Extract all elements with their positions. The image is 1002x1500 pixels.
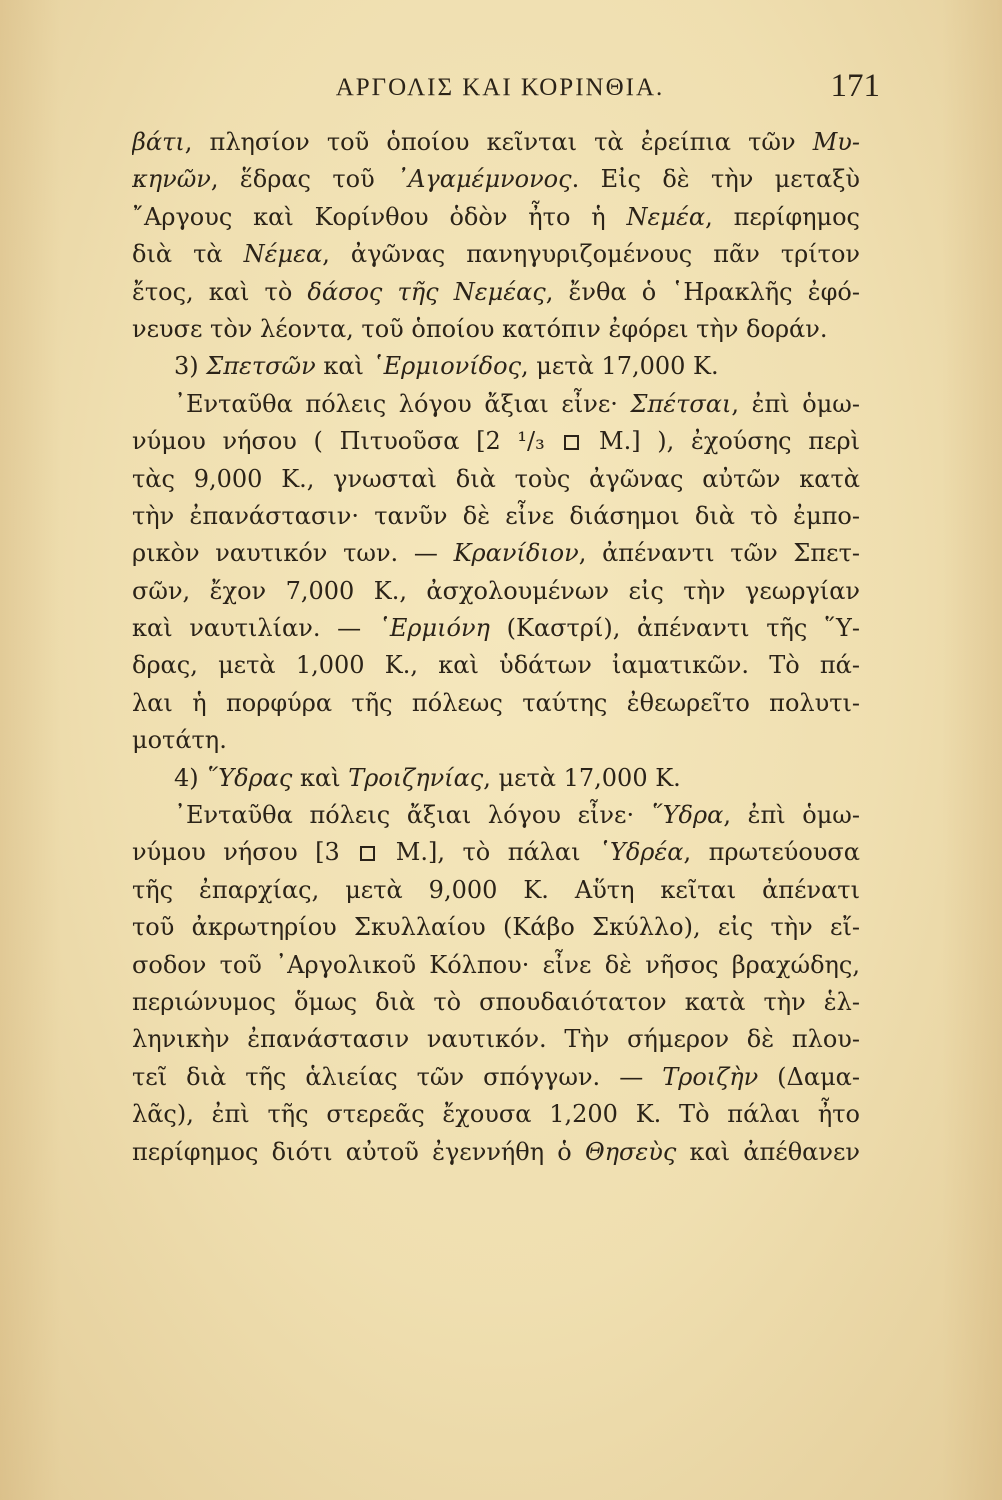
body-text [132,124,860,1171]
section-heading [132,760,860,797]
text-segment: τοῦ ἀκρωτηρίου Σκυλλαίου (Κάβο Σκύλλο), εἰς τὴν εἴ- [132,913,860,942]
text-segment: νευσε τὸν λέοντα, τοῦ ὁποίου κατόπιν ἐφόρει τὴν δοράν. [132,314,828,343]
text-segment: , μετὰ 17,000 Κ. [483,763,681,792]
text-segment: τεῖ διὰ τῆς ἁλιείας τῶν σπόγγων. — [132,1062,663,1091]
text-segment: μοτάτη. [132,726,227,755]
italic-term: ῞Υδρα [650,801,724,830]
text-line [132,722,860,759]
text-segment: καὶ [292,763,349,792]
text-segment: λαι ἡ πορφύρα τῆς πόλεως ταύτης ἐθεωρεῖτο πολυτι- [132,688,860,717]
text-line [132,1021,860,1058]
text-segment: ᾿Ενταῦθα πόλεις ἄξιαι λόγου εἶνε· [174,801,651,830]
page-header [120,68,880,112]
text-segment: νύμου νήσου ( Πιτυοῦσα [2 ¹/₃ [132,427,562,456]
text-segment: (Δαμα- [758,1062,860,1091]
italic-term: Νέμεα [243,240,323,269]
italic-term: Κρανίδιον [453,539,579,568]
text-line [132,573,860,610]
text-line [132,1134,860,1171]
italic-term: δάσος τῆς Νεμέας [307,277,546,306]
italic-term: βάτι [132,128,185,156]
italic-term: ῾Ερμιόνη [377,614,490,643]
text-segment: 4) [174,763,207,792]
running-head: ΑΡΓΟΛΙΣ ΚΑΙ ΚΟΡΙΝΘΙΑ. [335,74,665,101]
text-segment: τῆς ἐπαρχίας, μετὰ 9,000 Κ. Αὕτη κεῖται ἀπένατι [132,875,860,904]
text-segment: , περίφημος [705,202,860,231]
text-segment: , ἕδρας τοῦ [210,165,397,194]
text-segment: διὰ τὰ [132,240,244,269]
text-segment: περίφημος διότι αὐτοῦ ἐγεννήθη ὁ [132,1137,585,1166]
text-segment: νύμου νήσου [3 [132,838,358,867]
text-line [132,535,860,572]
text-line [132,161,860,198]
italic-term: Τροιζηνίας [348,763,484,792]
text-segment: ρικὸν ναυτικόν των. — [132,539,454,568]
italic-term: Τροιζὴν [662,1062,759,1091]
square-mile-symbol-icon [360,846,375,861]
text-line [132,610,860,647]
text-line [132,498,860,535]
text-segment: , ἐπὶ ὁμω- [731,389,860,418]
text-segment: σοδον τοῦ ᾿Αργολικοῦ Κόλπου· εἶνε δὲ νῆσος βραχώδης, [132,950,860,979]
text-segment: , ἀπέναντι τῶν Σπετ- [578,539,860,568]
italic-term: Σπέτσαι [630,389,732,418]
text-segment: καὶ [315,352,372,381]
italic-term: Σπετσῶν [206,352,316,381]
italic-term: Μυ- [812,128,860,156]
text-line [132,236,860,273]
text-line [132,984,860,1021]
text-segment: , ἀγῶνας πανηγυριζομένους πᾶν τρίτον [322,240,860,269]
text-line [132,1096,860,1133]
text-segment: καὶ ἀπέθανεν [676,1137,860,1166]
text-line [132,797,860,834]
text-segment: 3) [174,352,207,381]
text-segment: τὰς 9,000 Κ., γνωσταὶ διὰ τοὺς ἀγῶνας αὐτῶν κατὰ [132,464,860,493]
text-segment: δρας, μετὰ 1,000 Κ., καὶ ὑδάτων ἰαματικῶν. Τὸ πά- [132,651,860,680]
text-segment: , πλησίον τοῦ ὁποίου κεῖνται τὰ ἐρείπια τῶν [184,128,813,156]
page-number: 171 [830,68,880,104]
text-segment: περιώνυμος ὅμως διὰ τὸ σπουδαιότατον κατὰ τὴν ἑλ- [132,987,860,1016]
text-segment: τὴν ἐπανάστασιν· τανῦν δὲ εἶνε διάσημοι διὰ τὸ ἐμπο- [132,501,860,530]
text-segment: , πρωτεύουσα [683,838,860,867]
text-line [132,199,860,236]
text-segment: (Καστρί), ἀπέναντι τῆς ῞Υ- [489,614,860,643]
text-line [132,311,860,348]
text-segment: καὶ ναυτιλίαν. — [132,614,378,643]
text-line [132,274,860,311]
text-segment: , μετὰ 17,000 Κ. [521,352,719,381]
italic-term: ᾿Αγαμέμνονος [396,165,572,194]
text-line [132,872,860,909]
text-line [132,947,860,984]
text-segment: , ἐπὶ ὁμω- [723,801,860,830]
text-line [132,423,860,460]
text-line [132,834,860,871]
italic-term: ῾Ερμιονίδος [371,352,522,381]
text-segment: ᾿Ενταῦθα πόλεις λόγου ἄξιαι εἶνε· [174,389,631,418]
text-segment: ληνικὴν ἐπανάστασιν ναυτικόν. Τὴν σήμερον δὲ πλου- [132,1025,860,1054]
section-heading [132,348,860,385]
text-line [132,1059,860,1096]
square-mile-symbol-icon [564,435,579,450]
italic-term: Νεμέα [626,202,706,231]
text-segment: . Εἰς δὲ τὴν μεταξὺ [571,165,860,194]
italic-term: ῞Υδρας [206,763,293,792]
italic-term: Θησεὺς [584,1137,677,1166]
text-segment: ῎Αργους καὶ Κορίνθου ὁδὸν ἦτο ἡ [132,202,627,231]
text-segment: , ἔνθα ὁ ῾Ηρακλῆς ἐφό- [545,277,860,306]
text-line [132,461,860,498]
text-segment: ἔτος, καὶ τὸ [132,277,308,306]
text-segment: λᾶς), ἐπὶ τῆς στερεᾶς ἔχουσα 1,200 Κ. Τὸ πάλαι ἦτο [132,1100,860,1129]
italic-term: κηνῶν [132,165,211,194]
text-line [132,909,860,946]
text-line [132,685,860,722]
text-segment: Μ.], τὸ πάλαι [378,838,598,867]
text-line [132,124,860,161]
text-segment: Μ.] ), ἐχούσης περὶ [582,427,860,456]
italic-term: ῾Υδρέα [598,838,684,867]
text-line [132,386,860,423]
text-line [132,647,860,684]
text-segment: σῶν, ἔχον 7,000 Κ., ἀσχολουμένων εἰς τὴν γεωργίαν [132,576,860,605]
